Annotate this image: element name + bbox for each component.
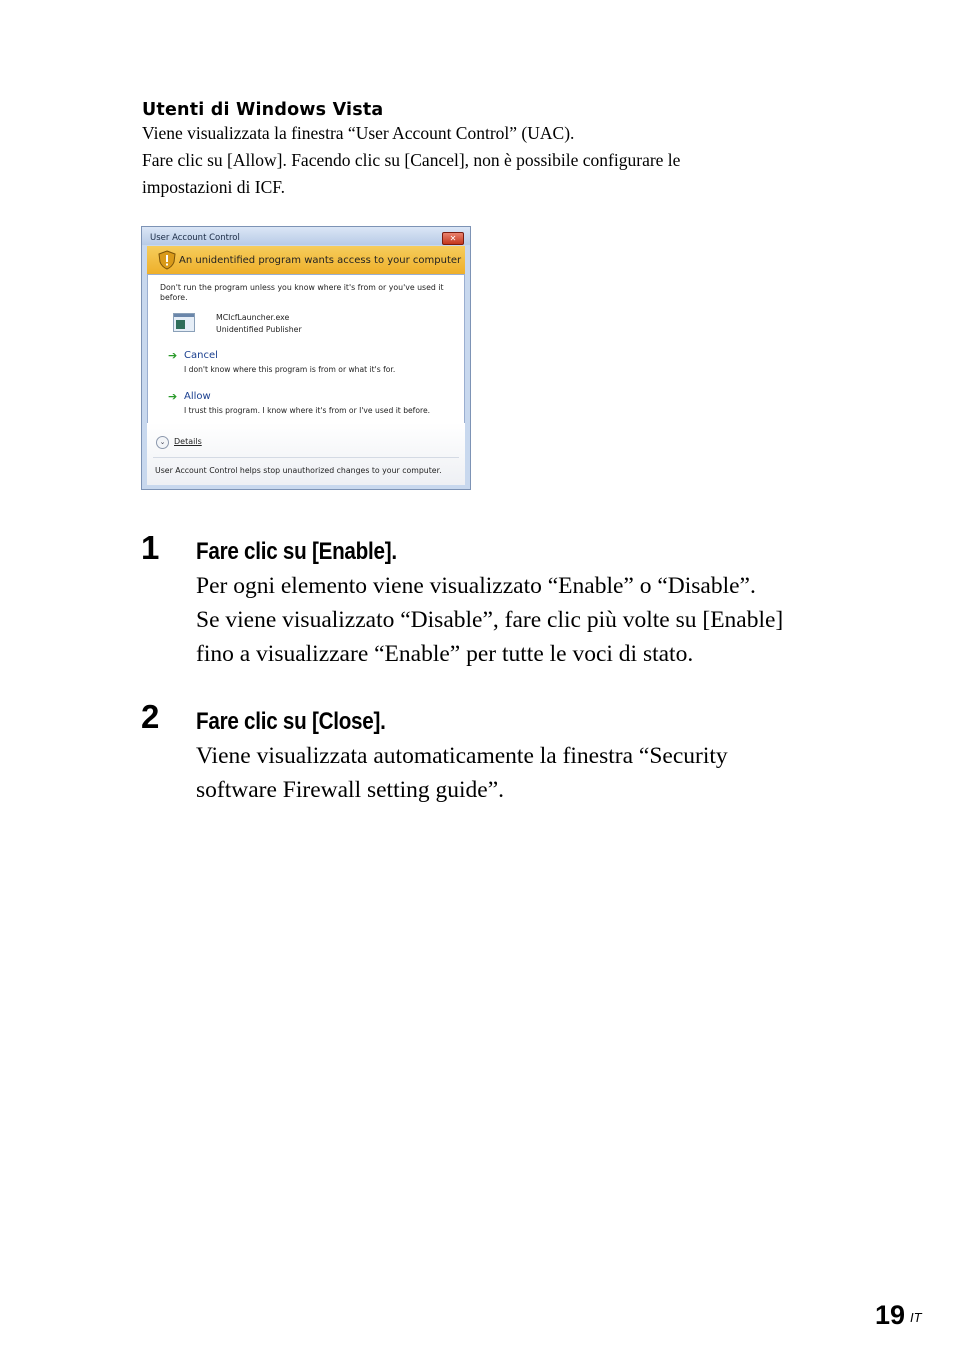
close-icon[interactable]: ✕ [442,232,464,245]
dialog-banner [147,246,465,274]
shield-warning-icon [157,250,177,270]
step-line: software Firewall setting guide”. [196,777,505,803]
intro-line: Fare clic su [Allow]. Facendo clic su [Cancel], non è possibile configurare le [142,150,681,170]
arrow-right-icon: ➔ [168,390,178,403]
intro-line: impostazioni di ICF. [142,177,285,197]
dialog-title: User Account Control [150,233,240,243]
page-number: 19 [875,1300,906,1330]
program-name: MCIcfLauncher.exe [216,313,290,322]
step-number: 1 [141,529,160,566]
banner-text: An unidentified program wants access to your computer [179,255,462,266]
warning-text: Don't run the program unless you know where it's from or you've used it before. [160,283,444,302]
divider [153,457,459,458]
dialog-titlebar [142,227,470,245]
footer-text: User Account Control helps stop unauthorized changes to your computer. [155,466,442,475]
step-line: Se viene visualizzato “Disable”, fare clic più volte su [Enable] [196,607,784,633]
allow-option[interactable]: Allow [184,391,211,402]
cancel-description: I don't know where this program is from or what it's for. [184,365,396,374]
dialog-footer [147,423,465,485]
allow-description: I trust this program. I know where it's from or I've used it before. [184,406,431,415]
intro-line: Viene visualizzata la finestra “User Account Control” (UAC). [142,123,575,143]
step-title: Fare clic su [Close]. [196,708,386,735]
step-line: Per ogni elemento viene visualizzato “Enable” o “Disable”. [196,573,756,599]
step-number: 2 [141,698,160,735]
step-line: fino a visualizzare “Enable” per tutte le voci di stato. [196,641,694,667]
program-icon [173,313,195,332]
arrow-right-icon: ➔ [168,349,178,362]
section-heading: Utenti di Windows Vista [142,100,384,120]
publisher-name: Unidentified Publisher [216,325,302,334]
step-title: Fare clic su [Enable]. [196,538,397,565]
cancel-option[interactable]: Cancel [184,350,218,361]
details-link[interactable]: Details [174,437,202,446]
chevron-down-icon[interactable]: ⌄ [156,436,169,449]
uac-dialog-screenshot [141,226,471,490]
step-line: Viene visualizzata automaticamente la finestra “Security [196,743,728,769]
page-language-suffix: IT [910,1310,922,1325]
